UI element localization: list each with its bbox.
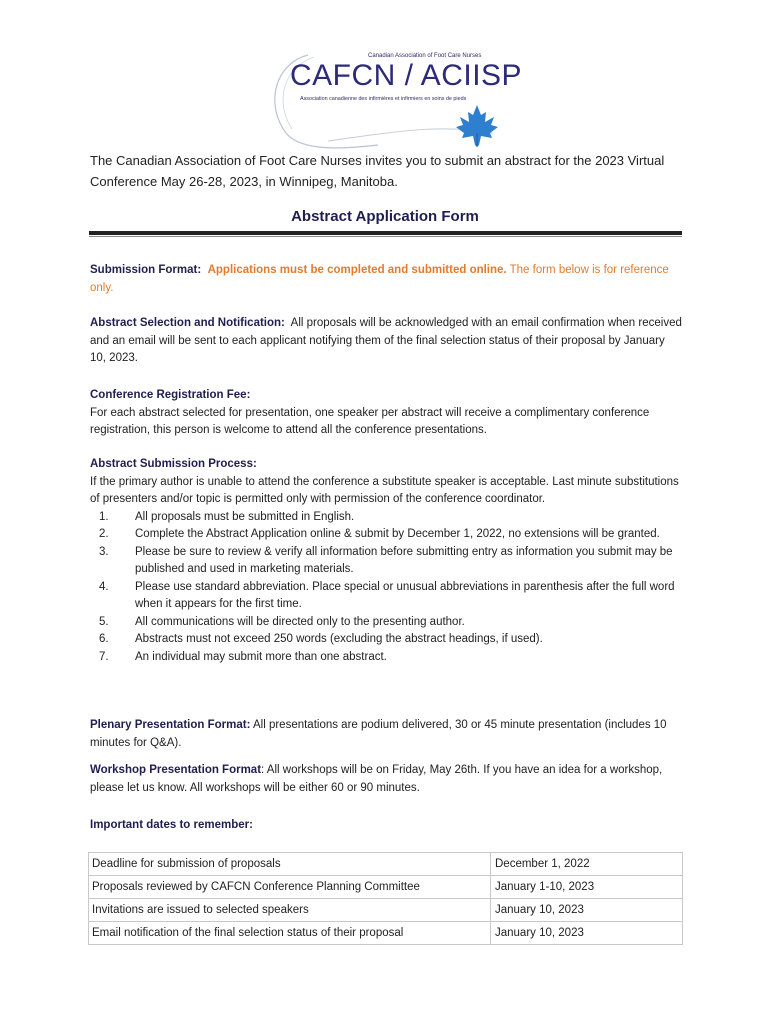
list-item-number: 4. (99, 580, 109, 593)
form-title: Abstract Application Form (291, 208, 479, 225)
table-cell-date: December 1, 2022 (491, 853, 683, 876)
list-item-number: 7. (99, 650, 109, 663)
list-item-number: 5. (99, 615, 109, 628)
table-row (89, 899, 683, 922)
table-cell-date: January 1-10, 2023 (491, 876, 683, 899)
maple-leaf-icon (454, 103, 500, 149)
intro-paragraph: The Canadian Association of Foot Care Nurses invites you to submit an abstract for the 2023 Virtual Conference May 26-28, 2023, in Winnipeg, Manitoba. (90, 153, 665, 189)
table-cell-item: Proposals reviewed by CAFCN Conference Planning Committee (89, 876, 491, 899)
list-item (90, 614, 682, 632)
list-item-text: Complete the Abstract Application online & submit by December 1, 2022, no extensions will be granted. (135, 528, 660, 540)
logo-wordmark: CAFCN / ACIISP (290, 59, 523, 92)
list-item (90, 649, 682, 667)
list-item (90, 509, 682, 527)
logo-bottom-line: Association canadienne des infirmières et infirmiers en soins de pieds (300, 96, 467, 102)
list-item-text: All proposals must be submitted in English. (135, 510, 355, 523)
list-item (90, 579, 682, 614)
list-item-number: 1. (99, 510, 109, 523)
list-item (90, 526, 682, 544)
table-cell-item: Invitations are issued to selected speakers (89, 899, 491, 922)
selection-label: Abstract Selection and Notification: (90, 317, 285, 329)
table-row (89, 876, 683, 899)
table-cell-item: Deadline for submission of proposals (89, 853, 491, 876)
list-item-text: Abstracts must not exceed 250 words (excluding the abstract headings, if used). (135, 633, 543, 645)
workshop-label: Workshop Presentation Format (90, 764, 262, 776)
logo-top-line: Canadian Association of Foot Care Nurses (368, 53, 482, 59)
important-dates-label: Important dates to remember: (90, 819, 253, 831)
workshop-section (90, 762, 682, 797)
submission-format-section (90, 262, 682, 297)
title-divider (89, 231, 682, 235)
plenary-label: Plenary Presentation Format: (90, 719, 251, 731)
important-dates-heading (90, 817, 682, 835)
list-item-number: 3. (99, 545, 109, 558)
title-divider-thin (89, 236, 682, 237)
important-dates-table (88, 852, 683, 945)
cafcn-logo (268, 53, 523, 153)
list-item (90, 544, 682, 579)
process-section (90, 456, 682, 666)
plenary-text: All presentations are podium delivered, 30 or 45 minute presentation (includes 10 minutes for Q&A). (90, 719, 667, 749)
table-cell-date: January 10, 2023 (491, 899, 683, 922)
list-item-number: 2. (99, 528, 109, 540)
list-item-text: Please use standard abbreviation. Place special or unusual abbreviations in parenthesis after the full word when it appears for the first time. (135, 580, 675, 610)
list-item-text: All communications will be directed only to the presenting author. (135, 615, 465, 628)
table-row (89, 853, 683, 876)
registration-text: For each abstract selected for presentation, one speaker per abstract will receive a complimentary conference registration, this person is welcome to attend all the conference presentations. (90, 406, 650, 436)
workshop-text: : All workshops will be on Friday, May 26th. If you have an idea for a workshop, please let us know. All workshops will be either 60 or 90 minutes. (90, 764, 663, 794)
process-steps-list (90, 509, 682, 667)
registration-section (90, 387, 682, 440)
process-label: Abstract Submission Process: (90, 458, 257, 470)
list-item-number: 6. (99, 633, 109, 645)
submission-format-colon: : (197, 264, 202, 276)
table-cell-date: January 10, 2023 (491, 922, 683, 945)
list-item-text: An individual may submit more than one abstract. (135, 650, 387, 663)
submission-format-label: Submission Format (90, 264, 198, 276)
selection-section (90, 315, 682, 368)
registration-label: Conference Registration Fee: (90, 389, 251, 401)
table-cell-item: Email notification of the final selection status of their proposal (89, 922, 491, 945)
process-text: If the primary author is unable to attend the conference a substitute speaker is acceptable. Last minute substitutions of presenters and/or topic is permitted only with permission of the conference coordinator. (90, 475, 679, 505)
table-row (89, 922, 683, 945)
selection-text: All proposals will be acknowledged with an email confirmation when received and an email will be sent to each applicant notifying them of the final selection status of their proposal by January 10, 2023. (90, 317, 682, 364)
plenary-section (90, 717, 682, 752)
submission-format-emphasis: Applications must be completed and submitted online. (207, 264, 507, 276)
list-item (90, 631, 682, 649)
submission-format-rest: The form below is for reference only. (90, 264, 669, 294)
list-item-text: Please be sure to review & verify all information before submitting entry as information you submit may be published and used in marketing materials. (135, 545, 673, 575)
